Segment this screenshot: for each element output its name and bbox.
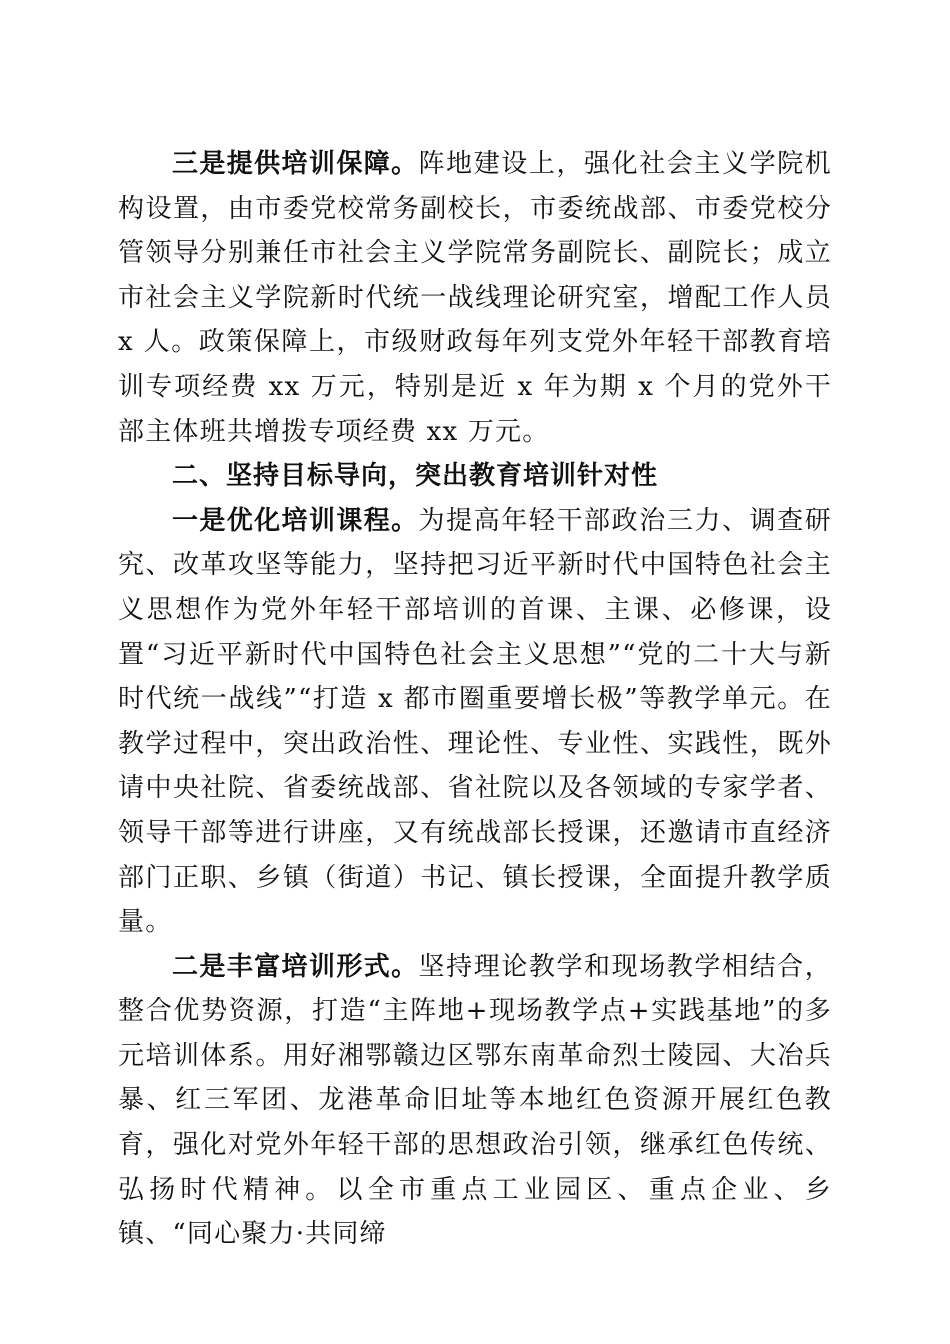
paragraph-text: 阵地建设上，强化社会主义学院机构设置，由市委党校常务副校长，市委统战部、市委党校分管领导分别兼任市社会主义学院常务副院长、副院长；成立市社会主义学院新时代统一战线理论研究室，增配工作人员 x 人。政策保障上，市级财政每年列支党外年轻干部教育培训专项经费 xx 万元，特别是近 x 年为期 x 个月的党外干部主体班共增拨专项经费 xx 万元。 — [118, 149, 832, 447]
paragraph-training-guarantee — [118, 142, 832, 454]
section-heading: 二、坚持目标导向，突出教育培训针对性 — [172, 461, 659, 492]
paragraph-text: 坚持理论教学和现场教学相结合，整合优势资源，打造“主阵地+现场教学点+实践基地”的多元培训体系。用好湘鄂赣边区鄂东南革命烈士陵园、大冶兵暴、红三军团、龙港革命旧址等本地红色资源开展红色教育，强化对党外年轻干部的思想政治引领，继承红色传统、弘扬时代精神。以全市重点工业园区、重点企业、乡镇、“同心聚力·共同缔 — [118, 951, 832, 1250]
paragraph-text: 为提高年轻干部政治三力、调查研究、改革攻坚等能力，坚持把习近平新时代中国特色社会主义思想作为党外年轻干部培训的首课、主课、必修课，设置“习近平新时代中国特色社会主义思想”“党的二十大与新时代统一战线”“打造 x 都市圈重要增长极”等教学单元。在教学过程中，突出政治性、理论性、专业性、实践性，既外请中央社院、省委统战部、省社院以及各领域的专家学者、领导干部等进行讲座，又有统战部长授课，还邀请市直经济部门正职、乡镇（街道）书记、镇长授课，全面提升教学质量。 — [118, 505, 832, 938]
paragraph-lead: 三是提供培训保障。 — [172, 149, 419, 179]
document-body — [118, 142, 832, 1257]
paragraph-lead: 二是丰富培训形式。 — [172, 951, 419, 982]
paragraph-optimize-courses — [118, 499, 832, 945]
paragraph-enrich-forms — [118, 945, 832, 1257]
paragraph-lead: 一是优化培训课程。 — [172, 505, 419, 536]
